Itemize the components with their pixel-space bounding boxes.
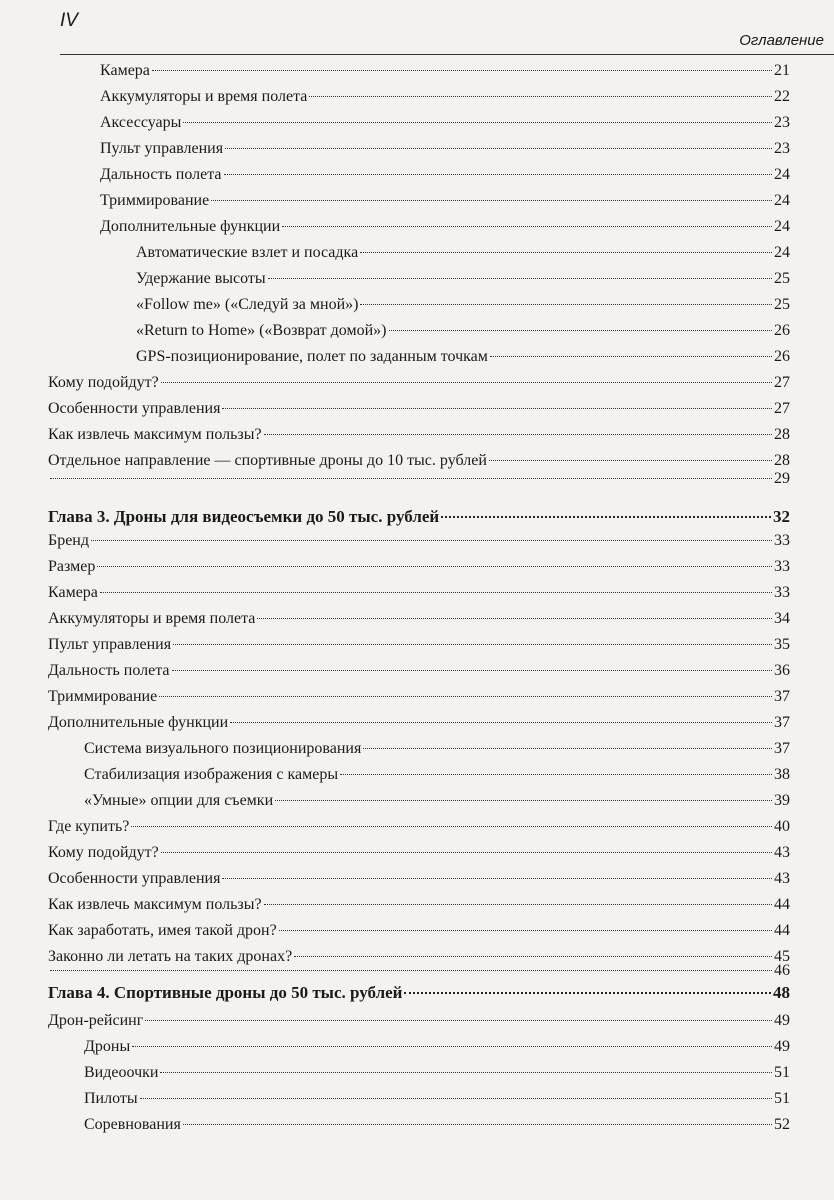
toc-entry-page: 21: [774, 62, 790, 79]
page-number: IV: [60, 10, 78, 31]
toc-entry-title: Аккумуляторы и время полета: [48, 610, 256, 627]
toc-entry: [48, 1010, 790, 1032]
toc-entry-page: 27: [774, 400, 790, 417]
toc-dot-leader: [279, 930, 772, 931]
toc-dot-leader: [363, 748, 772, 749]
toc-entry-title: Как извлечь максимум пользы?: [48, 426, 262, 443]
toc-entry-title: Глава 4. Спортивные дроны до 50 тыс. рублей: [48, 983, 403, 1002]
toc-entry-page: 43: [774, 870, 790, 887]
toc-entry-title: Пульт управления: [48, 636, 172, 653]
toc-dot-leader: [441, 516, 771, 518]
toc-dot-leader: [264, 434, 772, 435]
toc-entry-page: 51: [774, 1090, 790, 1107]
toc-entry-page: 24: [774, 192, 790, 209]
toc-entry-page: 43: [774, 844, 790, 861]
toc-entry-page: 37: [774, 740, 790, 757]
toc-entry-title: Законно ли летать на таких дронах?: [48, 948, 293, 965]
toc-dot-leader: [161, 382, 772, 383]
toc-dot-leader: [360, 252, 772, 253]
toc-entry: [48, 842, 790, 864]
toc-entry-title: Автоматические взлет и посадка: [136, 244, 359, 261]
toc-entry: [48, 398, 790, 420]
toc-entry-title: Глава 3. Дроны для видеосъемки до 50 тыс. рублей: [48, 507, 440, 526]
toc-entry-page: 27: [774, 374, 790, 391]
header-rule: [60, 54, 834, 55]
toc-entry-page: 34: [774, 610, 790, 627]
toc-entry-title: Триммирование: [100, 192, 210, 209]
toc-entry-title: «Follow me» («Следуй за мной»): [136, 296, 359, 313]
toc-entry-title: «Return to Home» («Возврат домой»): [136, 322, 387, 339]
toc-entry-page: 25: [774, 296, 790, 313]
toc-dot-leader: [50, 970, 772, 971]
toc-dot-leader: [340, 774, 772, 775]
toc-entry-page: 33: [774, 584, 790, 601]
toc-entry-page: 24: [774, 166, 790, 183]
toc-entry-title: Отдельное направление — спортивные дроны до 10 тыс. рублей: [48, 452, 487, 469]
toc-entry: [48, 816, 790, 838]
toc-entry-title: Удержание высоты: [136, 270, 266, 287]
toc-entry-title: Где купить?: [48, 818, 130, 835]
toc-entry-page: 44: [774, 922, 790, 939]
toc-entry: [136, 346, 790, 368]
toc-dot-leader: [145, 1020, 772, 1021]
toc-entry-page: 37: [774, 714, 790, 731]
toc-dot-leader: [309, 96, 772, 97]
toc-entry-title: Дополнительные функции: [48, 714, 229, 731]
toc-dot-leader: [91, 540, 772, 541]
toc-entry-title: «Умные» опции для съемки: [84, 792, 274, 809]
toc-entry-title: Видеоочки: [84, 1064, 159, 1081]
toc-entry: [48, 424, 790, 446]
toc-entry-page: 38: [774, 766, 790, 783]
toc-entry-page: 23: [774, 140, 790, 157]
toc-entry: [136, 320, 790, 342]
toc-entry-title: Дальность полета: [100, 166, 222, 183]
toc-dot-leader: [173, 644, 772, 645]
toc-entry: [48, 556, 790, 578]
toc-entry-title: Аккумуляторы и время полета: [100, 88, 308, 105]
toc-entry: [84, 1062, 790, 1084]
toc-entry-title: Размер: [48, 558, 96, 575]
toc-dot-leader: [282, 226, 772, 227]
toc-dot-leader: [489, 460, 772, 461]
toc-dot-leader: [294, 956, 772, 957]
toc-entry: [48, 960, 790, 982]
toc-entry-page: 46: [774, 962, 790, 979]
toc-entry: [48, 712, 790, 734]
toc-dot-leader: [161, 852, 772, 853]
toc-entry-title: Кому подойдут?: [48, 374, 159, 391]
toc-entry: [84, 1088, 790, 1110]
toc-entry-page: 28: [774, 426, 790, 443]
toc-dot-leader: [131, 826, 772, 827]
toc-entry-page: 39: [774, 792, 790, 809]
toc-dot-leader: [224, 174, 772, 175]
toc-entry: [48, 372, 790, 394]
toc-entry: [100, 112, 790, 134]
toc-entry-title: Особенности управления: [48, 870, 221, 887]
toc-dot-leader: [100, 592, 772, 593]
toc-entry: [84, 790, 790, 812]
toc-entry-title: Кому подойдут?: [48, 844, 159, 861]
toc-dot-leader: [140, 1098, 772, 1099]
toc-entry-page: 52: [774, 1116, 790, 1133]
toc-entry-title: Стабилизация изображения с камеры: [84, 766, 339, 783]
toc-entry: [48, 660, 790, 682]
toc-entry: [100, 138, 790, 160]
toc-entry-page: 26: [774, 322, 790, 339]
toc-entry-page: 33: [774, 558, 790, 575]
toc-entry-title: Триммирование: [48, 688, 158, 705]
toc-entry-page: 24: [774, 244, 790, 261]
toc-entry-title: Пилоты: [84, 1090, 138, 1107]
toc-entry-title: Дроны: [84, 1038, 131, 1055]
toc-entry-title: Камера: [100, 62, 150, 79]
toc-entry: [84, 738, 790, 760]
toc-dot-leader: [490, 356, 772, 357]
toc-entry: [100, 190, 790, 212]
toc-entry: [48, 868, 790, 890]
toc-dot-leader: [268, 278, 772, 279]
toc-entry-title: Дополнительные функции: [100, 218, 281, 235]
toc-dot-leader: [172, 670, 772, 671]
toc-entry: [48, 920, 790, 942]
toc-dot-leader: [389, 330, 773, 331]
toc-entry-page: 23: [774, 114, 790, 131]
toc-dot-leader: [160, 1072, 772, 1073]
toc-entry-page: 32: [773, 507, 790, 526]
toc-dot-leader: [404, 992, 771, 994]
toc-entry-title: Бренд: [48, 532, 89, 549]
toc-dot-leader: [159, 696, 772, 697]
toc-entry: [84, 764, 790, 786]
toc-entry-title: Камера: [48, 584, 98, 601]
toc-dot-leader: [360, 304, 772, 305]
toc-entry-page: 51: [774, 1064, 790, 1081]
toc-entry: [48, 468, 790, 490]
toc-dot-leader: [275, 800, 772, 801]
toc-dot-leader: [132, 1046, 772, 1047]
toc-entry: [84, 1114, 790, 1136]
toc-entry: [136, 268, 790, 290]
toc-entry-title: Система визуального позиционирования: [84, 740, 362, 757]
toc-entry-page: 48: [773, 983, 790, 1002]
toc-entry-title: Дальность полета: [48, 662, 170, 679]
toc-entry-title: Соревнования: [84, 1116, 181, 1133]
running-head: Оглавление: [739, 32, 824, 49]
toc-entry: [48, 582, 790, 604]
toc-entry-page: 49: [774, 1012, 790, 1029]
toc-entry: [100, 164, 790, 186]
toc-entry: [84, 1036, 790, 1058]
toc-entry-title: GPS-позиционирование, полет по заданным точкам: [136, 348, 488, 365]
toc-entry-page: 40: [774, 818, 790, 835]
toc-dot-leader: [225, 148, 772, 149]
toc-entry-page: 28: [774, 452, 790, 469]
toc-entry-page: 44: [774, 896, 790, 913]
toc-entry-page: 36: [774, 662, 790, 679]
toc-dot-leader: [257, 618, 772, 619]
toc-dot-leader: [264, 904, 772, 905]
page-header: [0, 6, 834, 49]
toc-entry: [136, 242, 790, 264]
toc-entry-page: 24: [774, 218, 790, 235]
toc-entry-page: 37: [774, 688, 790, 705]
toc-entry: [48, 530, 790, 552]
toc-entry-title: Как заработать, имея такой дрон?: [48, 922, 277, 939]
toc-entry: [100, 86, 790, 108]
toc-dot-leader: [183, 1124, 772, 1125]
toc-chapter: [48, 982, 790, 1004]
toc-entry-title: Как извлечь максимум пользы?: [48, 896, 262, 913]
toc-entry-page: 25: [774, 270, 790, 287]
toc-entry-title: Аксессуары: [100, 114, 182, 131]
toc-entry: [48, 634, 790, 656]
toc-entry-page: 33: [774, 532, 790, 549]
toc-entry: [100, 60, 790, 82]
toc-entry-title: Особенности управления: [48, 400, 221, 417]
toc-entry: [48, 894, 790, 916]
toc-entry-page: 35: [774, 636, 790, 653]
toc-entry-page: 26: [774, 348, 790, 365]
toc-entry-page: 22: [774, 88, 790, 105]
toc-entry: [48, 686, 790, 708]
toc-entry: [136, 294, 790, 316]
toc-entry-page: 49: [774, 1038, 790, 1055]
toc-entry: [48, 608, 790, 630]
toc-entry-title: Пульт управления: [100, 140, 224, 157]
toc-dot-leader: [211, 200, 772, 201]
toc-dot-leader: [50, 478, 772, 479]
toc-dot-leader: [222, 878, 772, 879]
toc-entry-page: 45: [774, 948, 790, 965]
toc-dot-leader: [222, 408, 772, 409]
toc-dot-leader: [230, 722, 772, 723]
toc-entry: [100, 216, 790, 238]
toc-entry-title: Дрон-рейсинг: [48, 1012, 144, 1029]
toc-dot-leader: [183, 122, 772, 123]
toc-entry-page: 29: [774, 470, 790, 487]
toc-dot-leader: [97, 566, 772, 567]
toc-dot-leader: [152, 70, 772, 71]
toc-chapter: [48, 506, 790, 528]
